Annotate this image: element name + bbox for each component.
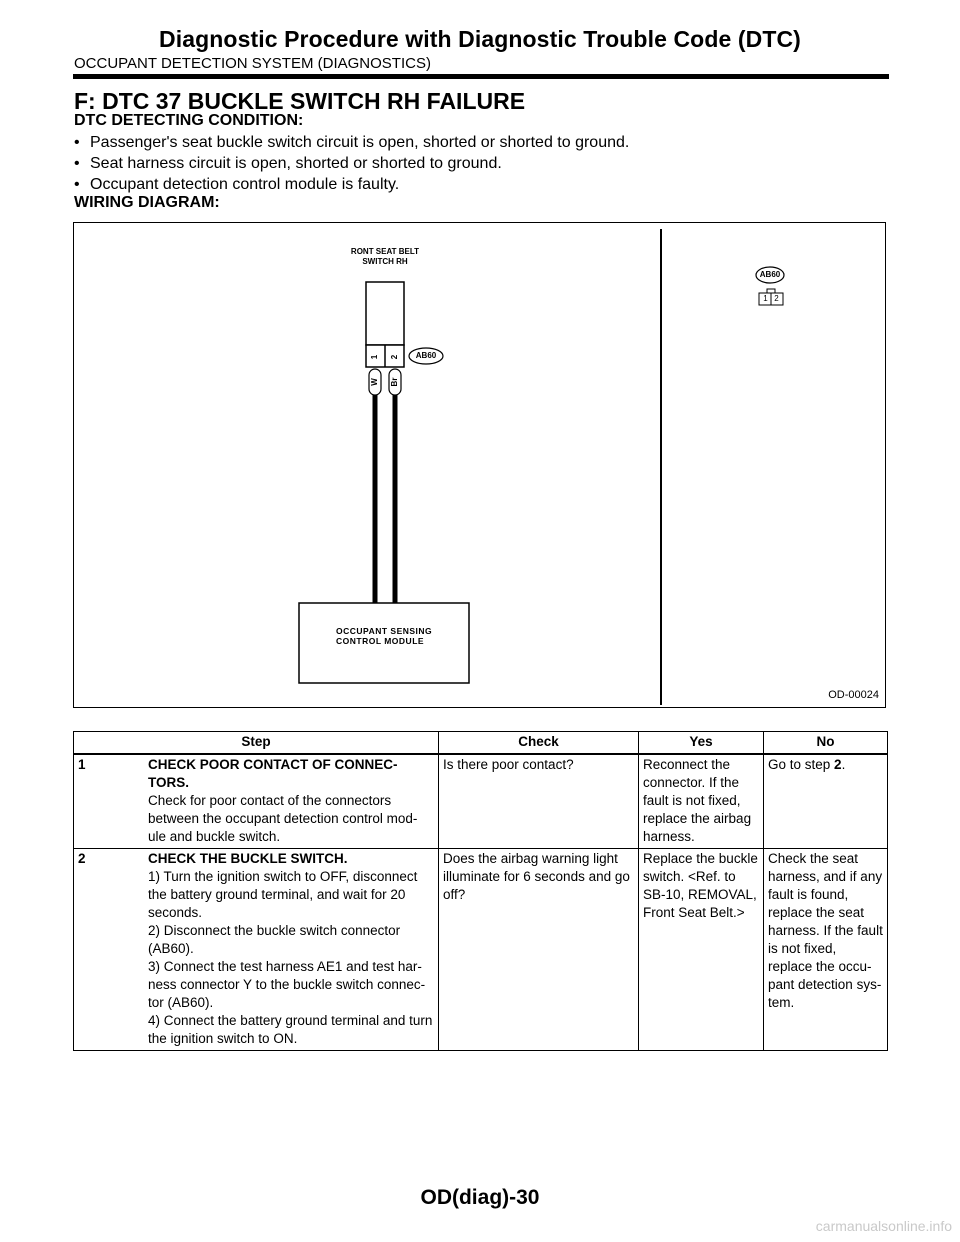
figure-id: OD-00024 [828, 689, 879, 701]
legend-pin-1: 1 [763, 294, 768, 303]
condition-list [74, 132, 629, 195]
legend-pin-2: 2 [774, 294, 779, 303]
page-number: OD(diag)-30 [420, 1186, 540, 1209]
step-cell [74, 849, 439, 1051]
page-title: Diagnostic Procedure with Diagnostic Trouble Code (DTC) [159, 26, 801, 52]
no-cell: Go to step 2. [764, 754, 888, 849]
condition-item: • Seat harness circuit is open, shorted or shorted to ground. [74, 153, 629, 174]
step-instruction: 3) Connect the test harness AE1 and test har-ness connector Y to the buckle switch connec-tor (AB60). [148, 959, 426, 1010]
step-instruction: 2) Disconnect the buckle switch connector (AB60). [148, 923, 401, 956]
wiring-heading: WIRING DIAGRAM: [74, 194, 220, 211]
step-title: CHECK POOR CONTACT OF CONNEC-TORS. [148, 757, 398, 790]
step-instruction: Check for poor contact of the connectors between the occupant detection control mod-ule and buckle switch. [148, 793, 418, 844]
check-cell: Does the airbag warning light illuminate for 6 seconds and go off? [439, 849, 639, 1051]
page-subtitle: OCCUPANT DETECTION SYSTEM (DIAGNOSTICS) [74, 55, 431, 72]
connector-label: AB60 [415, 351, 437, 360]
condition-item: • Passenger's seat buckle switch circuit is open, shorted or shorted to ground. [74, 132, 629, 153]
section-title: F: DTC 37 BUCKLE SWITCH RH FAILURE [74, 88, 526, 114]
step-number: 2 [78, 851, 86, 866]
step-cell [74, 754, 439, 849]
col-yes: Yes [639, 732, 764, 755]
header-rule [73, 74, 889, 79]
step-instruction: 4) Connect the battery ground terminal and turn the ignition switch to ON. [148, 1013, 433, 1046]
wiring-diagram [73, 222, 886, 708]
table-row [74, 754, 888, 849]
table-header-row [74, 732, 888, 755]
module-label: OCCUPANT SENSING CONTROL MODULE [336, 626, 433, 646]
condition-heading: DTC DETECTING CONDITION: [74, 112, 304, 129]
col-check: Check [439, 732, 639, 755]
diagnostic-table [73, 731, 888, 1051]
step-number: 1 [78, 757, 86, 772]
table-row [74, 849, 888, 1051]
step-link: 2 [834, 757, 842, 772]
step-instruction: 1) Turn the ignition switch to OFF, disconnect the battery ground terminal, and wait for 20 seconds. [148, 869, 418, 920]
watermark: carmanualsonline.info [815, 1218, 952, 1234]
wire-w-label: W [370, 378, 379, 386]
wire-br-label: Br [390, 377, 399, 387]
yes-cell: Reconnect the connector. If the fault is not fixed, replace the airbag harness. [639, 754, 764, 849]
switch-body [366, 282, 404, 345]
switch-label: RONT SEAT BELT SWITCH RH [350, 247, 420, 266]
pin-2-label: 2 [390, 354, 399, 360]
col-no: No [764, 732, 888, 755]
pin-1-label: 1 [370, 354, 379, 360]
legend-connector-label: AB60 [759, 270, 781, 279]
step-title: CHECK THE BUCKLE SWITCH. [148, 851, 348, 866]
no-cell: Check the seat harness, and if any fault is found, replace the seat harness. If the fault is not fixed, replace the occu-pant detection sys-tem. [764, 849, 888, 1051]
yes-cell: Replace the buckle switch. <Ref. to SB-10, REMOVAL, Front Seat Belt.> [639, 849, 764, 1051]
condition-item: • Occupant detection control module is faulty. [74, 174, 629, 195]
col-step: Step [74, 732, 439, 755]
check-cell: Is there poor contact? [439, 754, 639, 849]
